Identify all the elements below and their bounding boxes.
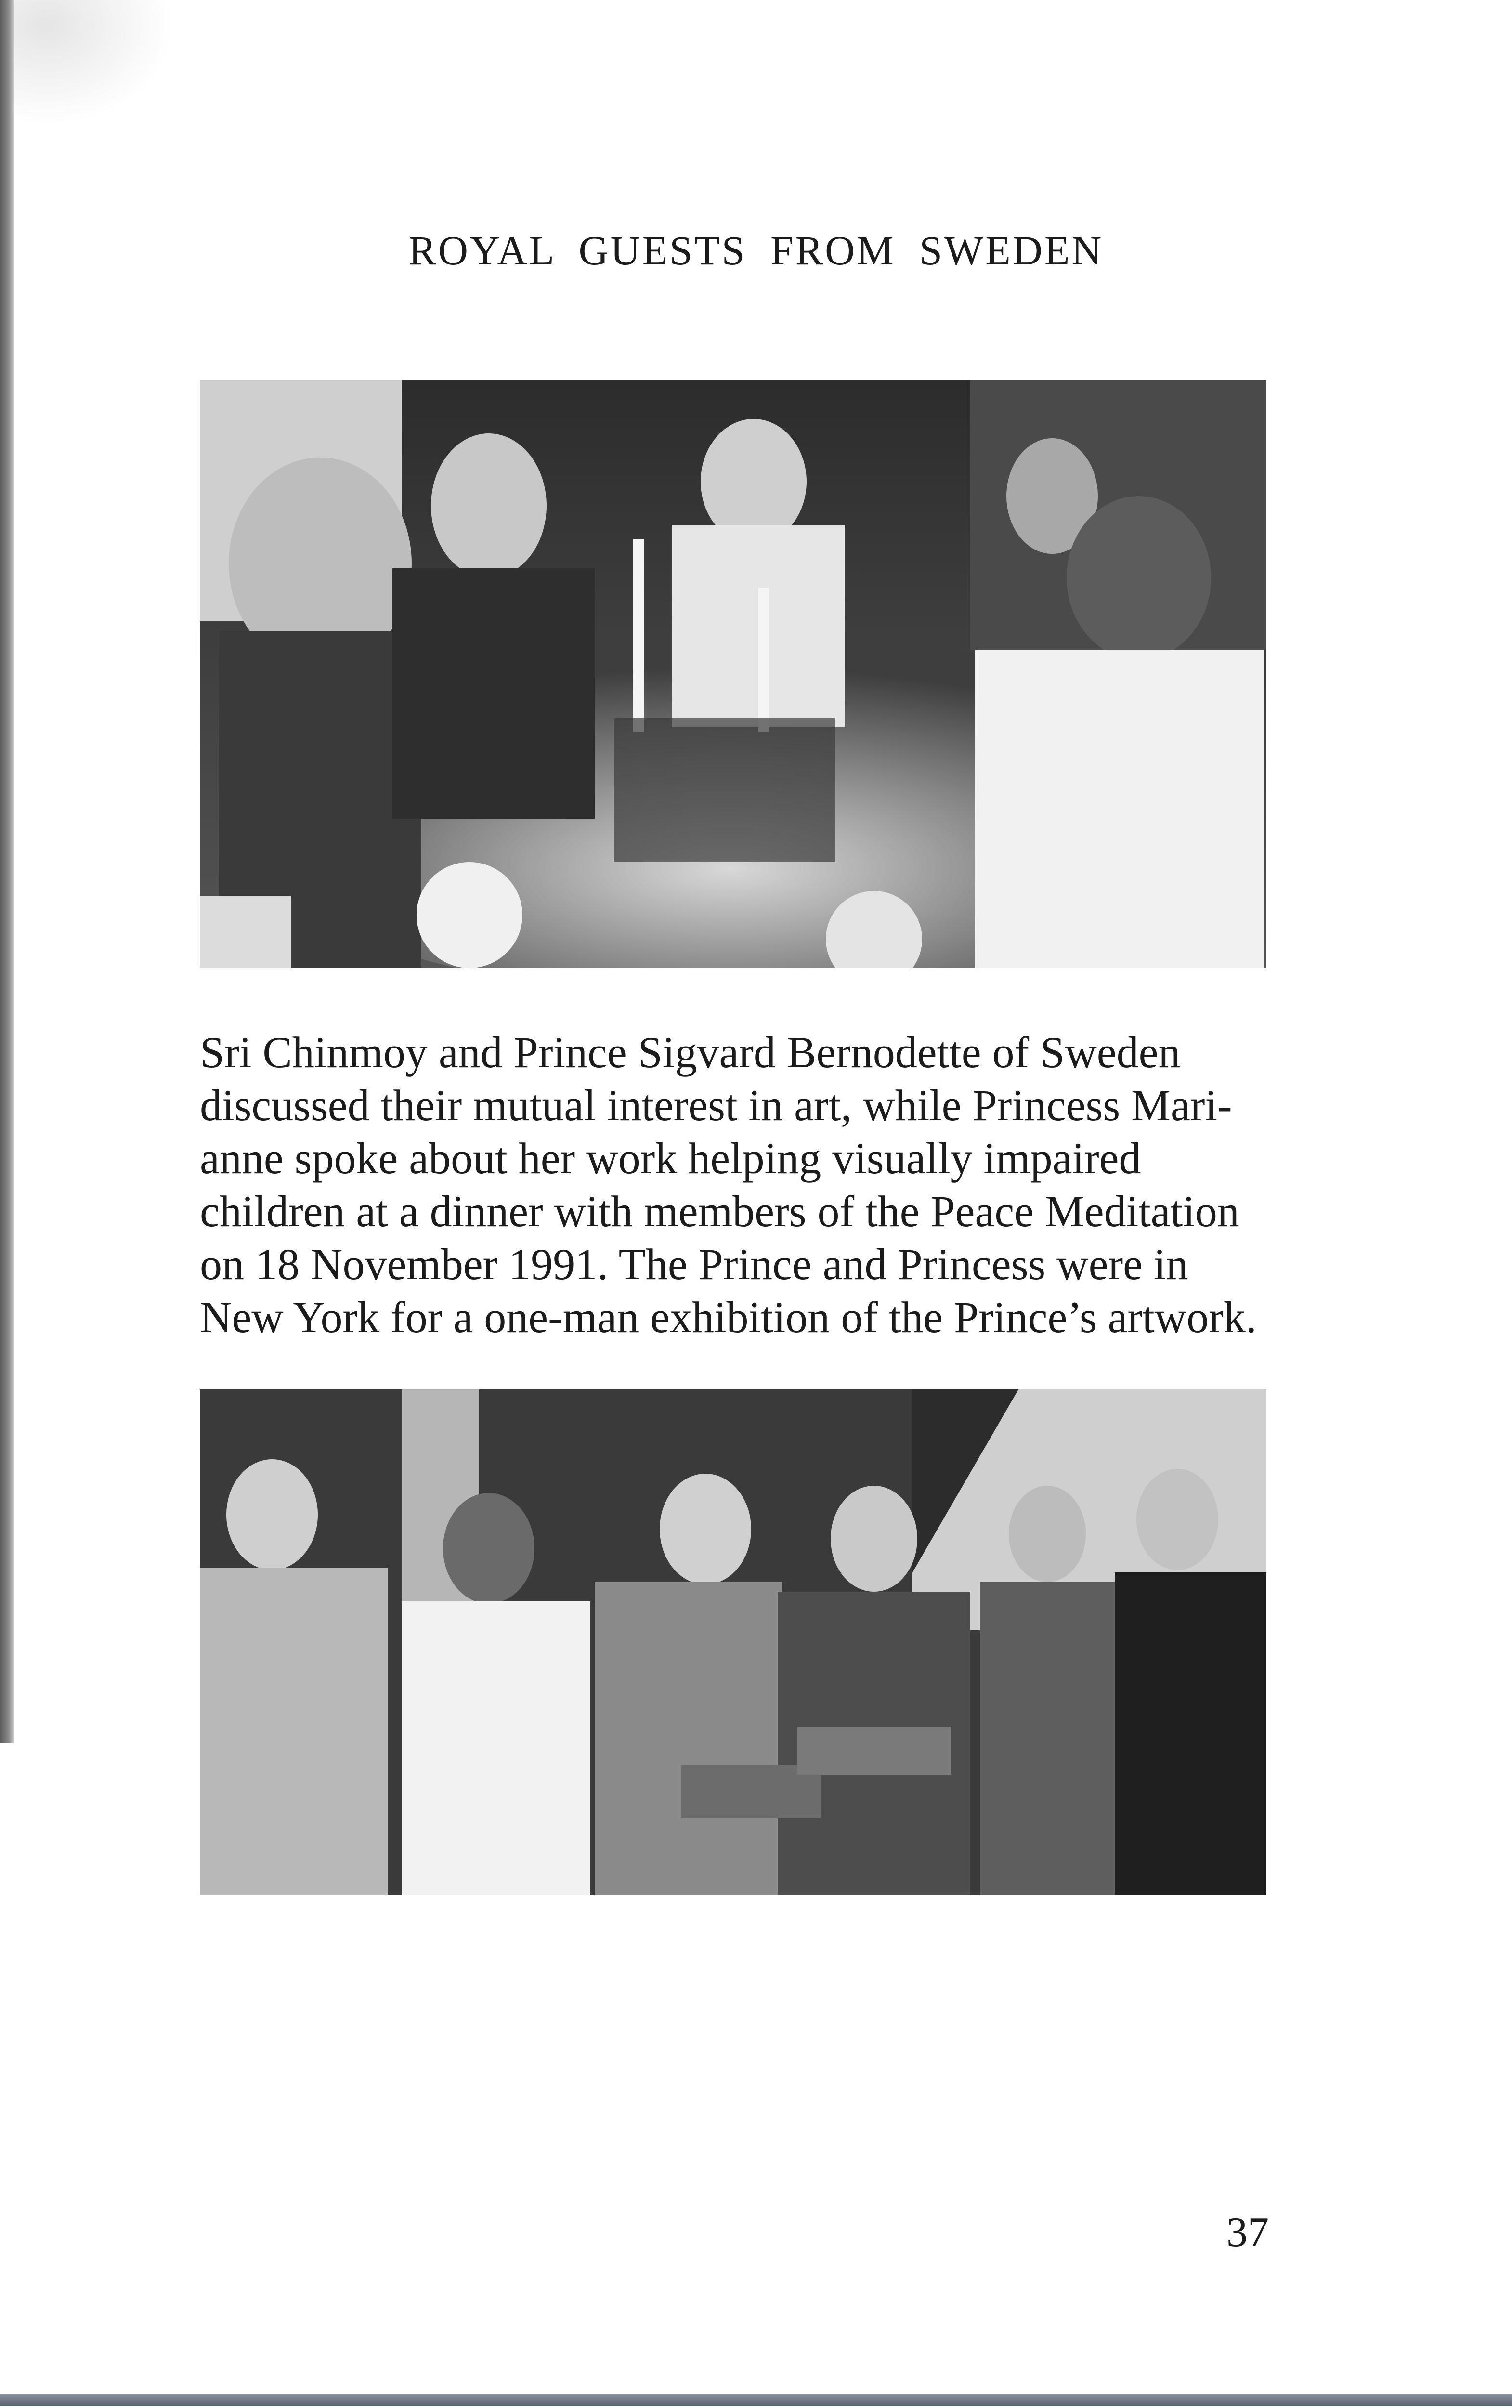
bottom-border [0,2394,1512,2406]
running-title: ROYAL GUESTS FROM SWEDEN [408,227,1104,274]
caption-line: discussed their mutual interest in art, while Princess Mari- [200,1081,1232,1130]
dinner-photo [200,380,1266,968]
dinner-photo-image [200,380,1266,968]
corner-smudge [14,0,173,125]
caption-line: New York for a one-man exhibition of the Prince’s artwork. [200,1293,1257,1342]
group-photo-image [200,1389,1266,1895]
page-number: 37 [1226,2209,1269,2256]
group-photo [200,1389,1266,1895]
photo-caption [200,1026,1269,1344]
caption-line: Sri Chinmoy and Prince Sigvard Bernodette of Sweden [200,1028,1181,1077]
caption-line: anne spoke about her work helping visually impaired [200,1134,1141,1183]
caption-line: on 18 November 1991. The Prince and Princess were in [200,1240,1188,1289]
caption-line: children at a dinner with members of the Peace Meditation [200,1187,1239,1236]
